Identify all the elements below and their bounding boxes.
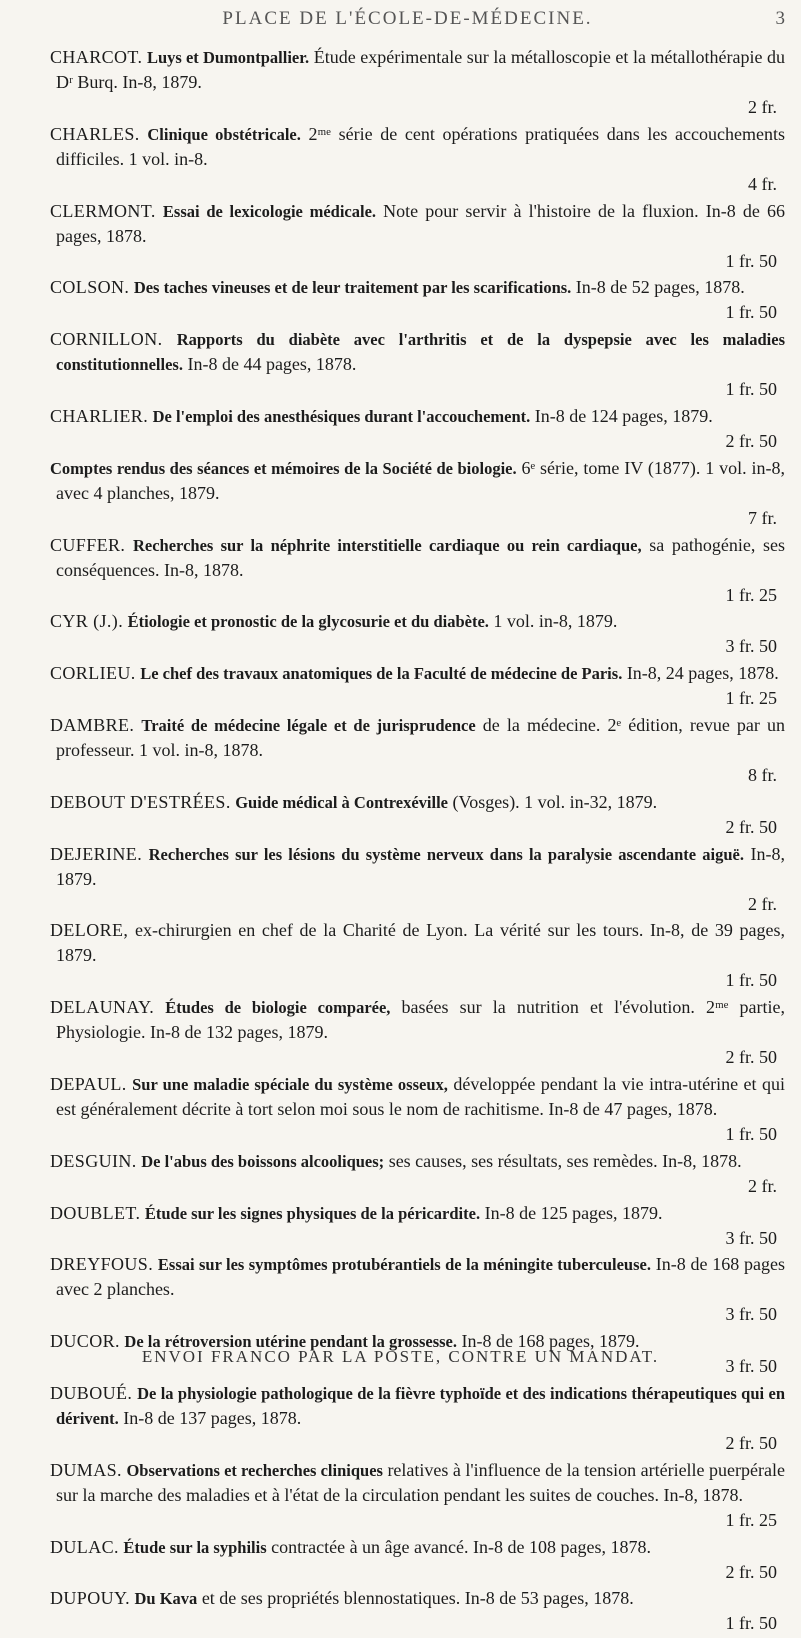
catalog-entry bbox=[0, 1381, 801, 1456]
entry-price: 2 fr. 50 bbox=[725, 1561, 777, 1582]
catalog-entries bbox=[0, 45, 801, 1638]
footer-note: ENVOI FRANCO PAR LA POSTE, CONTRE UN MANDAT. bbox=[141, 1347, 660, 1366]
entry-title: Rapports du diabète avec l'arthritis et de la dyspepsie avec les maladies constitutionnelles. bbox=[56, 330, 785, 375]
entry-price: 2 fr. 50 bbox=[725, 1047, 777, 1068]
running-head: PLACE DE L'ÉCOLE-DE-MÉDECINE. bbox=[222, 8, 593, 29]
entry-price: 1 fr. 25 bbox=[725, 688, 777, 709]
entry-author: DELAUNAY. bbox=[50, 997, 155, 1018]
entry-price: 3 fr. 50 bbox=[725, 1356, 777, 1377]
entry-title: Observations et recherches cliniques bbox=[126, 1460, 383, 1480]
entry-author: DUBOUÉ. bbox=[50, 1382, 133, 1403]
entry-description: 2ᵐᵉ série de cent opérations pratiquées dans les accouchements difficiles. 1 vol. in-8. bbox=[56, 123, 785, 169]
entry-description: Étude expérimentale sur la métalloscopie et la métallothérapie du Dʳ Burq. In-8, 1879. bbox=[56, 47, 786, 92]
entry-title: Sur une maladie spéciale du système osseux, bbox=[132, 1074, 448, 1094]
entry-author: DOUBLET. bbox=[50, 1202, 141, 1223]
entry-price: 1 fr. 50 bbox=[725, 250, 777, 271]
entry-price: 1 fr. 50 bbox=[725, 1613, 777, 1634]
entry-author: CHARLES. bbox=[50, 123, 140, 144]
entry-title: Luys et Dumontpallier. bbox=[146, 48, 310, 67]
catalog-entry bbox=[0, 456, 801, 531]
entry-title: Étude sur les signes physiques de la péricardite. bbox=[144, 1203, 481, 1223]
catalog-entry bbox=[0, 327, 801, 402]
entry-author: CORNILLON. bbox=[50, 329, 163, 350]
entry-description: In-8 de 125 pages, 1879. bbox=[480, 1202, 663, 1223]
catalog-entry bbox=[0, 842, 801, 917]
catalog-entry bbox=[0, 1252, 801, 1327]
entry-author: DREYFOUS. bbox=[50, 1254, 154, 1275]
catalog-entry bbox=[0, 275, 801, 325]
entry-title: Guide médical à Contrexéville bbox=[235, 792, 449, 812]
entry-price: 1 fr. 50 bbox=[725, 970, 777, 991]
catalog-entry bbox=[0, 661, 801, 711]
entry-description: In-8 de 52 pages, 1878. bbox=[571, 277, 745, 298]
entry-author: COLSON. bbox=[50, 277, 130, 298]
entry-price: 1 fr. 50 bbox=[725, 379, 777, 400]
entry-description: sa pathogénie, ses conséquences. In-8, 1878. bbox=[56, 534, 786, 580]
entry-description: ex-chirurgien en chef de la Charité de Lyon. La vérité sur les tours. In-8, de 39 pages, 1879. bbox=[56, 920, 785, 966]
entry-description: In-8 de 168 pages avec 2 planches. bbox=[56, 1254, 785, 1300]
entry-title: Clinique obstétricale. bbox=[147, 124, 301, 144]
catalog-entry bbox=[0, 45, 801, 120]
entry-price: 2 fr. 50 bbox=[725, 1432, 777, 1453]
catalog-entry bbox=[0, 609, 801, 659]
catalog-entry bbox=[0, 1149, 801, 1199]
entry-price: 4 fr. bbox=[748, 173, 777, 194]
catalog-entry bbox=[0, 199, 801, 274]
entry-title: Essai sur les symptômes protubérantiels de la méningite tuberculeuse. bbox=[157, 1255, 651, 1275]
entry-price: 1 fr. 25 bbox=[725, 584, 777, 605]
entry-title: Des taches vineuses et de leur traitement par les scarifications. bbox=[133, 278, 572, 298]
entry-title: De l'abus des boissons alcooliques; bbox=[141, 1151, 385, 1171]
entry-price: 2 fr. 50 bbox=[725, 816, 777, 837]
entry-title: Étude sur la syphilis bbox=[123, 1537, 267, 1557]
entry-price: 8 fr. bbox=[748, 764, 777, 785]
entry-title: Recherches sur la néphrite interstitielle cardiaque ou rein cardiaque, bbox=[132, 535, 642, 555]
entry-description: In-8, 1879. bbox=[56, 843, 785, 889]
entry-title: De la physiologie pathologique de la fièvre typhoïde et des indications thérapeutiques qui en dérivent. bbox=[56, 1383, 785, 1428]
entry-author: DUPOUY. bbox=[50, 1588, 130, 1609]
entry-title: Traité de médecine légale et de jurisprudence bbox=[141, 715, 476, 735]
entry-price: 7 fr. bbox=[748, 507, 777, 528]
entry-description: et de ses propriétés blennostatiques. In-8 de 53 pages, 1878. bbox=[197, 1588, 634, 1609]
entry-title: Études de biologie comparée, bbox=[165, 998, 391, 1018]
entry-price: 2 fr. bbox=[748, 1175, 777, 1196]
catalog-entry bbox=[0, 1458, 801, 1533]
entry-price: 1 fr. 50 bbox=[725, 1123, 777, 1144]
catalog-entry bbox=[0, 1586, 801, 1636]
entry-author: DUCOR. bbox=[50, 1331, 120, 1352]
entry-description: Note pour servir à l'histoire de la fluxion. In-8 de 66 pages, 1878. bbox=[56, 200, 785, 246]
catalog-entry bbox=[0, 533, 801, 608]
catalog-entry bbox=[0, 1201, 801, 1251]
entry-title: Étiologie et pronostic de la glycosurie et du diabète. bbox=[127, 612, 489, 632]
entry-price: 3 fr. 50 bbox=[725, 1227, 777, 1248]
entry-price: 2 fr. bbox=[748, 97, 777, 117]
entry-author: DEPAUL. bbox=[50, 1073, 127, 1094]
entry-description: In-8 de 168 pages, 1879. bbox=[456, 1331, 640, 1352]
entry-price: 2 fr. bbox=[748, 893, 777, 914]
entry-price: 3 fr. 50 bbox=[725, 636, 777, 657]
entry-price: 1 fr. 50 bbox=[725, 302, 777, 323]
entry-author: DUMAS. bbox=[50, 1459, 122, 1480]
catalog-entry bbox=[0, 995, 801, 1070]
entry-description: basées sur la nutrition et l'évolution. 2ᵐᵉ partie, Physiologie. In-8 de 132 pages, 1879. bbox=[56, 997, 785, 1043]
catalog-entry bbox=[0, 404, 801, 454]
entry-description: de la médecine. 2ᵉ édition, revue par un professeur. 1 vol. in-8, 1878. bbox=[56, 714, 785, 760]
entry-author: CLERMONT. bbox=[50, 200, 156, 221]
entry-author: CHARLIER. bbox=[50, 405, 149, 426]
entry-author: DESGUIN. bbox=[50, 1150, 137, 1171]
entry-author: DEBOUT D'ESTRÉES. bbox=[50, 791, 231, 812]
entry-author: DAMBRE. bbox=[50, 714, 135, 735]
entry-author: CORLIEU. bbox=[50, 663, 136, 684]
entry-author: DELORE, bbox=[50, 920, 129, 941]
page-number: 3 bbox=[775, 8, 785, 29]
entry-title: Essai de lexicologie médicale. bbox=[162, 201, 377, 221]
entry-price: 1 fr. 25 bbox=[725, 1509, 777, 1530]
entry-description: développée pendant la vie intra-utérine et qui est généralement décrite à tort selon moi sous le nom de rachitisme. In-8 de 47 pages, 1878. bbox=[56, 1073, 785, 1119]
catalog-entry bbox=[0, 1072, 801, 1147]
catalog-entry bbox=[0, 122, 801, 197]
entry-description: In-8 de 44 pages, 1878. bbox=[182, 354, 357, 375]
entry-author: DEJERINE. bbox=[50, 843, 143, 864]
entry-price: 3 fr. 50 bbox=[725, 1304, 777, 1325]
entry-description: relatives à l'influence de la tension artérielle puerpérale sur la marche des maladies et à l'état de la circulation pendant les suites de couches. In-8, 1878. bbox=[56, 1459, 785, 1505]
entry-title: Le chef des travaux anatomiques de la Faculté de médecine de Paris. bbox=[140, 664, 623, 684]
entry-description: contractée à un âge avancé. In-8 de 108 pages, 1878. bbox=[266, 1536, 651, 1557]
page-header bbox=[60, 2, 785, 34]
entry-description: (Vosges). 1 vol. in-32, 1879. bbox=[448, 791, 658, 812]
entry-description: In-8 de 124 pages, 1879. bbox=[530, 405, 713, 426]
entry-title: De la rétroversion utérine pendant la grossesse. bbox=[124, 1332, 457, 1352]
catalog-entry bbox=[0, 918, 801, 993]
entry-description: In-8, 24 pages, 1878. bbox=[622, 663, 779, 684]
entry-description: In-8 de 137 pages, 1878. bbox=[118, 1407, 302, 1428]
entry-author: CHARCOT. bbox=[50, 47, 143, 67]
entry-description: ses causes, ses résultats, ses remèdes. In-8, 1878. bbox=[384, 1150, 742, 1171]
entry-author: DULAC. bbox=[50, 1536, 119, 1557]
entry-title: Du Kava bbox=[134, 1589, 198, 1609]
entry-title: Comptes rendus des séances et mémoires de la Société de biologie. bbox=[50, 458, 517, 478]
catalog-entry bbox=[0, 790, 801, 840]
catalog-entry bbox=[0, 1535, 801, 1585]
entry-author: CUFFER. bbox=[50, 534, 126, 555]
catalog-entry bbox=[0, 713, 801, 788]
entry-author: CYR (J.). bbox=[50, 611, 124, 632]
entry-description: 1 vol. in-8, 1879. bbox=[488, 611, 618, 632]
entry-title: De l'emploi des anesthésiques durant l'accouchement. bbox=[152, 406, 531, 426]
entry-title: Recherches sur les lésions du système nerveux dans la paralysie ascendante aiguë. bbox=[148, 844, 744, 864]
entry-price: 2 fr. 50 bbox=[725, 430, 777, 451]
entry-description: 6ᵉ série, tome IV (1877). 1 vol. in-8, avec 4 planches, 1879. bbox=[56, 457, 785, 503]
